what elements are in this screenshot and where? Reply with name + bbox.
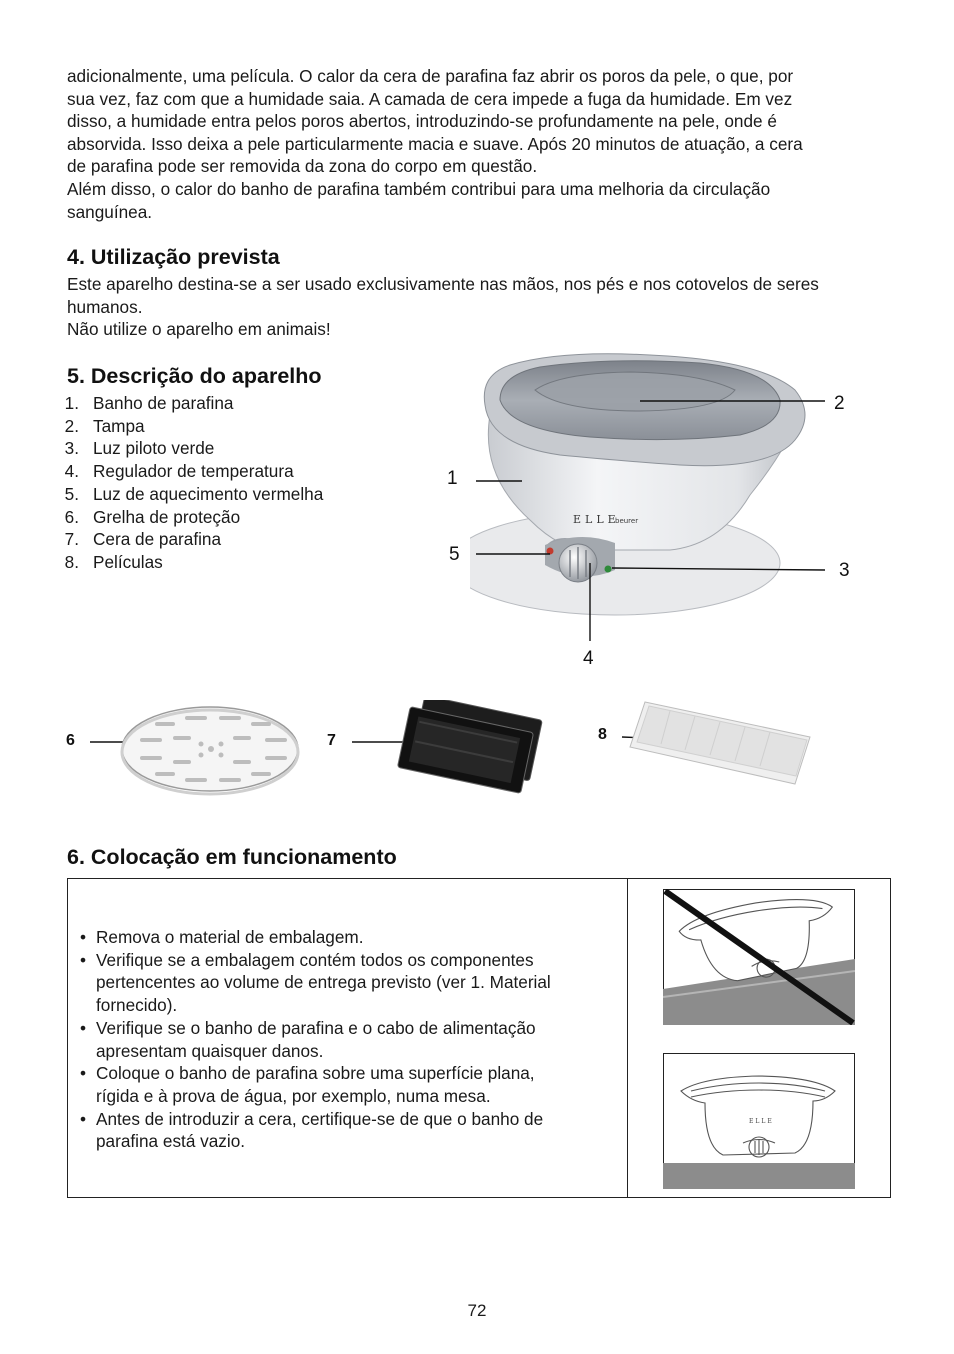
list-number: 3. xyxy=(64,438,79,459)
list-item xyxy=(80,926,610,949)
bullet-text xyxy=(96,949,551,1017)
bullet-text xyxy=(96,1062,535,1107)
intro-line: adicionalmente, uma película. O calor da cera de parafina faz abrir os poros da pele, o que, por xyxy=(67,66,794,86)
callout-5: 5 xyxy=(449,544,460,565)
bullet-line: parafina está vazio. xyxy=(96,1131,246,1152)
brand-logo: ELLE xyxy=(749,1118,774,1125)
setup-bullet-list xyxy=(80,926,610,1153)
list-number: 8. xyxy=(64,551,79,572)
bullet-line: pertencentes ao volume de entrega previsto (ver 1. Material xyxy=(96,972,551,993)
bullet-line: Verifique se o banho de parafina e o cabo de alimentação xyxy=(96,1017,536,1038)
correct-placement-illustration xyxy=(663,1053,855,1189)
callout-6: 6 xyxy=(66,732,75,749)
intro-line: absorvida. Isso deixa a pele particularmente macia e suave. Após 20 minutos de atuação, a cera xyxy=(67,133,803,154)
intro-line: sanguínea. xyxy=(67,201,153,222)
protection-grid-illustration xyxy=(115,702,310,797)
brand-logo: ELLE xyxy=(573,513,620,526)
section-4-line: Este aparelho destina-se a ser usado exclusivamente nas mãos, nos pés e nos cotovelos de seres xyxy=(67,274,819,294)
callout-3: 3 xyxy=(839,560,850,581)
bullet-icon: • xyxy=(80,1063,87,1084)
paraffin-wax-illustration xyxy=(395,700,565,798)
section-6-title: 6. Colocação em funcionamento xyxy=(67,845,397,869)
bullet-icon: • xyxy=(80,1017,87,1038)
list-item xyxy=(80,1017,610,1062)
list-number: 4. xyxy=(64,461,79,482)
section-4-title: 4. Utilização prevista xyxy=(67,245,280,269)
incorrect-placement-illustration xyxy=(663,889,855,1025)
list-number: 2. xyxy=(64,415,79,436)
setup-instructions-box xyxy=(67,878,891,1198)
bullet-line: apresentam quaisquer danos. xyxy=(96,1040,324,1061)
bullet-line: rígida e à prova de água, por exemplo, numa mesa. xyxy=(96,1085,491,1106)
bullet-line: Coloque o banho de parafina sobre uma superfície plana, xyxy=(96,1063,535,1084)
intro-line: de parafina pode ser removida da zona do corpo em questão. xyxy=(67,156,538,177)
box-divider xyxy=(627,879,628,1197)
list-label: Tampa xyxy=(93,415,145,436)
callout-2: 2 xyxy=(834,393,845,414)
list-item xyxy=(80,1108,610,1153)
page-number: 72 xyxy=(467,1301,487,1320)
intro-line: Além disso, o calor do banho de parafina também contribui para uma melhoria da circulação xyxy=(67,178,771,199)
list-number: 6. xyxy=(64,506,79,527)
callout-7: 7 xyxy=(327,732,336,749)
list-item xyxy=(80,949,610,1017)
bullet-icon: • xyxy=(80,1108,87,1129)
intro-line: sua vez, faz com que a humidade saia. A camada de cera impede a fuga da humidade. Em vez xyxy=(67,88,793,109)
list-number: 1. xyxy=(64,393,79,413)
callout-8: 8 xyxy=(598,726,607,743)
list-number: 7. xyxy=(64,529,79,550)
section-4-line: Não utilize o aparelho em animais! xyxy=(67,319,331,340)
bullet-line: Remova o material de embalagem. xyxy=(96,927,364,947)
bullet-text xyxy=(96,1108,543,1153)
intro-line: disso, a humidade entra pelos poros abertos, introduzindo-se profundamente na pele, onde é xyxy=(67,111,777,132)
callout-1: 1 xyxy=(447,468,458,489)
bullet-line: Antes de introduzir a cera, certifique-se de que o banho de xyxy=(96,1108,544,1129)
callout-4: 4 xyxy=(583,648,594,669)
list-label: Luz piloto verde xyxy=(93,438,215,459)
list-label: Películas xyxy=(93,551,163,572)
bullet-text xyxy=(96,1017,536,1062)
section-4-line: humanos. xyxy=(67,296,143,317)
bullet-line: fornecido). xyxy=(96,995,178,1016)
bullet-line: Verifique se a embalagem contém todos os componentes xyxy=(96,949,534,970)
brand-sub-logo: beurer xyxy=(615,517,639,525)
bullet-text xyxy=(96,926,364,949)
list-label: Cera de parafina xyxy=(93,529,222,550)
list-item xyxy=(80,1062,610,1107)
bullet-icon: • xyxy=(80,927,87,947)
list-label: Luz de aquecimento vermelha xyxy=(93,483,324,504)
bullet-icon: • xyxy=(80,949,87,970)
section-5-title: 5. Descrição do aparelho xyxy=(67,364,322,388)
list-label: Banho de parafina xyxy=(93,393,234,413)
list-label: Grelha de proteção xyxy=(93,506,241,527)
list-number: 5. xyxy=(64,483,79,504)
films-illustration xyxy=(625,692,815,792)
list-label: Regulador de temperatura xyxy=(93,461,294,482)
